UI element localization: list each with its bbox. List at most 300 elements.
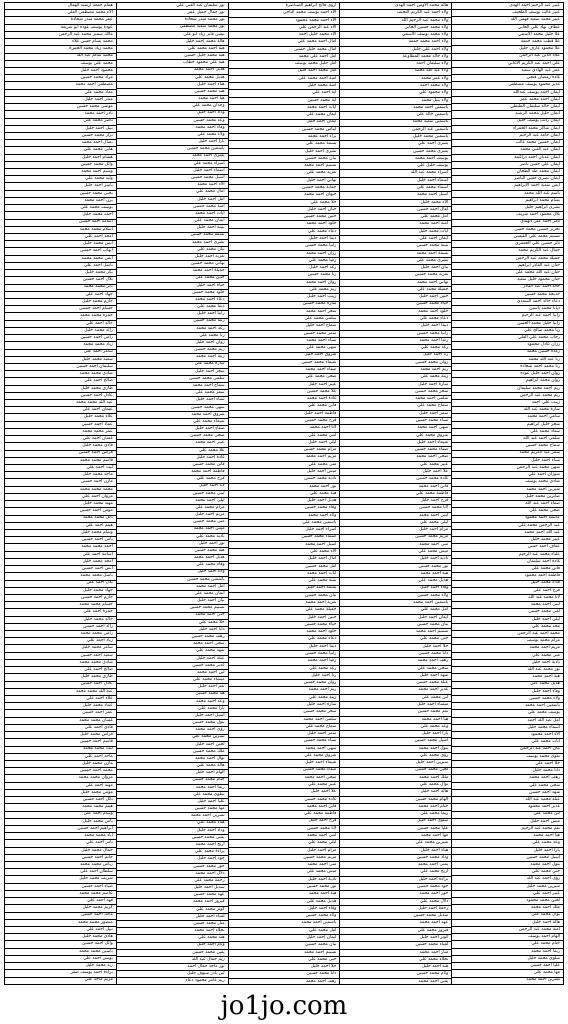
name-row: مريم ماجد علي [84, 977, 113, 983]
name-row: نادر احمد محمد [5, 111, 116, 118]
name-row: ايمن محمد محمد [5, 256, 116, 263]
name-row: عبد الرحمن محمد علي [452, 523, 563, 530]
name-row: دانا محمد خليل [452, 768, 563, 775]
name-row: علاء محمد خليل [5, 414, 116, 421]
name-row: هادي محمد خليل [5, 934, 116, 941]
name-row: علا محمود عارف خليل [452, 46, 563, 53]
name-row: رزان احمد محمد [229, 251, 340, 258]
name-row: جود احمد خليل [117, 856, 228, 863]
name-row: ضياء احمد حسين [5, 884, 116, 891]
name-row: وجدان محمد علي [117, 103, 228, 110]
name-row: ديما احمد خليل [229, 644, 340, 651]
name-row: يوسف محمد علي [452, 710, 563, 717]
name-row: عليا احمد حسين [452, 963, 563, 970]
name-row: ولاء خالد محمد المطاوعة [340, 54, 451, 61]
name-row: دعاء خالد احمد السعدي [452, 299, 563, 306]
name-row: زياد احمد علي [5, 638, 116, 645]
name-row: عبير احمد علي [452, 891, 563, 898]
name-row: تغريد محمد علي [229, 170, 340, 177]
name-row: امل محمد علي [340, 607, 451, 614]
name-row: ديما احمد خليل [340, 323, 451, 330]
name-row: امل خليل محمد يوسف [229, 61, 340, 68]
name-row: ايمان خليل محمد الرشيد [452, 111, 563, 118]
name-row: ياسمين احمد محمد [452, 703, 563, 710]
name-row: امل محمد احمد خليل [229, 69, 340, 76]
name-row: اسماء احمد خليل [340, 178, 451, 185]
name-row: سلطان احمد علي [5, 869, 116, 876]
name-row: حمزة محمد محمد [5, 313, 116, 320]
name-row: ديما محمد علي [117, 304, 228, 311]
name-row: سارة احمد خليل [340, 382, 451, 389]
name-row: حنان عبد الله محمد علي [452, 270, 563, 277]
name-row: منى محمد حسين [117, 519, 228, 526]
name-row: امل محمد علي [229, 928, 340, 935]
name-row: اسماء محمد علي [340, 185, 451, 192]
name-row: سمر محمد علي [117, 390, 228, 397]
name-row: سحر احمد محمد [229, 309, 340, 316]
name-row: مازن محمد خليل [5, 761, 116, 768]
name-row: هديل محمد علي [117, 75, 228, 82]
name-row: فرح احمد خليل [229, 819, 340, 826]
name-row: حاتم احمد حسين [5, 855, 116, 862]
name-row: جهاد محمد خليل [5, 588, 116, 595]
name-row: بلال احمد حسين [5, 277, 116, 284]
name-row: سماح احمد خليل [229, 323, 340, 330]
name-row: سامي احمد محمد [452, 414, 563, 421]
name-row: وعد محمد علي [452, 840, 563, 847]
name-row: جيهان احمد محمد [229, 192, 340, 199]
name-row: يزن احمد محمد [5, 198, 116, 205]
name-row: امال احمد محمد علي [229, 39, 340, 46]
name-row: تسنيم محمد حسين [117, 605, 228, 612]
name-row: معاذ محمد علي [5, 90, 116, 97]
name-row: غادة احمد سليمان [452, 559, 563, 566]
name-row: زينة محمد علي [229, 695, 340, 702]
name-row: روان احمد خليل [117, 340, 228, 347]
name-row: سلمى احمد محمد [229, 717, 340, 724]
name-row: حنين محمد علي [117, 276, 228, 283]
name-row: ضحى احمد محمد [340, 454, 451, 461]
name-row: رغد محمد علي [229, 666, 340, 673]
name-row: دلال محمد علي [340, 899, 451, 906]
name-row: لبنى احمد محمد [229, 833, 340, 840]
name-row: ديما احمد خليل [229, 236, 340, 243]
name-row: هناء محمد علي [117, 821, 228, 828]
name-row: براء احمد محمد [229, 134, 340, 141]
name-row: سحر احمد خليل [117, 369, 228, 376]
name-row: هديل احمد خليل [229, 498, 340, 505]
name-row: ضحى محمد علي [452, 508, 563, 515]
name-row: ايات احمد محمد [117, 211, 228, 218]
name-row: عبير محمد علي [340, 462, 451, 469]
name-row: اية محمد حسين [229, 98, 340, 105]
name-row: محمد سالم عبد الله [5, 54, 116, 61]
name-row: فيروز محمد علي [340, 928, 451, 935]
name-row: مؤمن محمد خليل [5, 790, 116, 797]
name-row: فاطمة محمد علي [340, 491, 451, 498]
name-row: ايمان محمد علي [117, 218, 228, 225]
name-row: رامي احمد حسين [5, 335, 116, 342]
name-row: غادة محمد حسين [340, 476, 451, 483]
name-row: حازم محمد خليل [5, 299, 116, 306]
name-row: سهى محمد علي [229, 345, 340, 352]
name-row: نور محمد عبد الله [452, 667, 563, 674]
name-row: عبلة محمد عبد الله [452, 797, 563, 804]
name-row: نيفين فايز زياد ابو علي [117, 32, 228, 39]
name-row: خالد محمد خليل [5, 617, 116, 624]
name-row: ايمان محمد علي [117, 591, 228, 598]
name-row: حور احمد محمد [340, 891, 451, 898]
name-row: علاء الدين عبد الرحمن [452, 54, 563, 61]
name-row: رانيا محمد حسين [229, 243, 340, 250]
name-row: حلا احمد خليل [229, 964, 340, 971]
name-row: اريج محمد علي [340, 869, 451, 876]
name-row: سناء محمد حسين [340, 418, 451, 425]
name-row: امنة احمد محمد [340, 221, 451, 228]
name-row: كريم محمد خليل [5, 905, 116, 912]
name-row: ولاء محمد حسين [229, 913, 340, 920]
name-row: غسان احمد علي [5, 436, 116, 443]
name-row: جنى محمد علي [452, 869, 563, 876]
name-row: ايناس محمد حسين [229, 127, 340, 134]
name-row: زياد محمد محمد [5, 342, 116, 349]
name-row: لين نادر سيوف خليل [117, 971, 228, 978]
name-row: حسام احمد حسين [5, 306, 116, 313]
name-row: صفاء احمد خليل [117, 426, 228, 433]
name-row: ريما احمد محمد [117, 785, 228, 792]
name-row: نائل احمد حسين [5, 797, 116, 804]
name-row: ملك احمد محمد [452, 905, 563, 912]
name-row: عبد الله محمد محمد [5, 689, 116, 696]
name-row: ايمان احمد خليل [229, 120, 340, 127]
name-row: بلال محمود احمد شريف [452, 212, 563, 219]
name-row: عمر احمد حسين [5, 710, 116, 717]
name-row: ضحى محمد حسين [117, 433, 228, 440]
name-row: مريم محمد حسين [229, 855, 340, 862]
name-row: مراد محمد حسين [5, 75, 116, 82]
name-row: مريم احمد خليل [117, 512, 228, 519]
name-row: سناء احمد خليل [117, 397, 228, 404]
name-row: الهام احمد يوسف [452, 934, 563, 941]
name-row: رنا احمد خليل [229, 673, 340, 680]
name-row: ايمان احمد خليل [229, 935, 340, 942]
name-row: علاء احمد علي [5, 696, 116, 703]
name-row: لبنى احمد محمد [340, 513, 451, 520]
name-row: الاء احمد محمد محمود [229, 18, 340, 25]
name-row: منصور محمد محمد [5, 920, 116, 927]
name-row: محمد احمد عبد الرحمن [452, 631, 563, 638]
name-row: علي احمد عبد الكريم الاغاني [452, 61, 563, 68]
name-row: روان محمد حسين [340, 360, 451, 367]
name-row: حنين احمد خليل [340, 294, 451, 301]
name-row: يامن احمد حسين [5, 537, 116, 544]
name-row: ريم عامر محمود دعاء [185, 978, 225, 984]
name-row: سحر محمد حسين [340, 389, 451, 396]
name-row: رغدة حسين محمد [452, 350, 563, 357]
name-row: بثينة احمد خليل [117, 225, 228, 232]
name-row: منى احمد محمد [340, 542, 451, 549]
name-row: ياسمين خالد علي [340, 112, 451, 119]
name-row: سارة محمد حسين [229, 302, 340, 309]
name-row: فاطمة احمد خليل [229, 411, 340, 418]
name-row: بتول احمد محمد [452, 862, 563, 869]
name-row: نزار محمد حسين [5, 133, 116, 140]
name-row: غدير احمد محمد [340, 687, 451, 694]
name-row: امل احمد خليل [117, 197, 228, 204]
name-row: نور جمال جميل عمر [117, 10, 228, 17]
name-row: لانا محمد عبد الله [452, 595, 563, 602]
name-row: منار احمد محمد [340, 950, 451, 957]
name-row: عطاف نهاد علي الجابي [452, 25, 563, 32]
names-column [339, 3, 451, 984]
name-row: نغم احمد خليل [117, 684, 228, 691]
name-row: ياسمين عبد الرحمن [340, 127, 451, 134]
name-row: وفاء محمد علي [117, 562, 228, 569]
name-row: يامن محمد خليل [5, 819, 116, 826]
name-row: ملك احمد محمد [340, 775, 451, 782]
name-row: صفاء احمد محمد [229, 367, 340, 374]
name-row: هبة محمد علي [229, 491, 340, 498]
name-row: خديجة محمد حسين [452, 292, 563, 299]
name-row: علا احمد خليل [229, 789, 340, 796]
name-row: زينب احمد خليل [229, 294, 340, 301]
name-row: فاتن محمد علي [229, 403, 340, 410]
name-row: شروق محمد علي [229, 753, 340, 760]
name-row: فادي محمد خليل [5, 443, 116, 450]
name-row: اسراء محمد عبد الله [340, 170, 451, 177]
name-row: اسماء محمد حسين [229, 535, 340, 542]
name-row: ماجد محمد خليل [5, 472, 116, 479]
name-row: ولاء احمد علي خليل [340, 47, 451, 54]
names-table [4, 2, 564, 985]
name-row: محمد محمد محمد [5, 487, 116, 494]
name-row: بيان احمد عبد الرحمن [452, 747, 563, 754]
name-row: يمنى احمد محمد [340, 862, 451, 869]
name-row: نادية احمد خليل [340, 556, 451, 563]
name-row: عودة يوسف عودة ابو شريعة [5, 25, 116, 32]
name-row: هديل محمد علي [229, 899, 340, 906]
name-row: ميساء احمد خليل [340, 702, 451, 709]
name-row: نادية احمد خليل [229, 877, 340, 884]
name-row: بيان احمد خليل [117, 598, 228, 605]
name-row: رانيا محمد حسين [229, 651, 340, 658]
name-row: سمر احمد خليل [229, 731, 340, 738]
name-row: روان محمد حسين [229, 680, 340, 687]
name-row: هبة احمد محمد [452, 674, 563, 681]
name-row: مرام محمد يوسف [452, 638, 563, 645]
name-row: دعاء محمد علي [340, 316, 451, 323]
name-row: فرح احمد علي [452, 588, 563, 595]
name-row: رشا احمد محمد [340, 338, 451, 345]
name-row: زينب علي احمد [452, 400, 563, 407]
name-row: لبنى احمد محمد [452, 602, 563, 609]
name-row: امال احمد حسين [340, 207, 451, 214]
name-row: مؤمن احمد حسين [5, 508, 116, 515]
name-row: بسمة احمد خليل [229, 586, 340, 593]
name-row: حنان عبد القادر ابراهيم [452, 263, 563, 270]
name-row: نبيل احمد خليل [5, 126, 116, 133]
name-row: الاء احمد يوسف محمد الناجي [229, 10, 340, 17]
name-row: عاصم محمد محمد [5, 891, 116, 898]
name-row: سيرين احمد خليل [340, 760, 451, 767]
name-row: ولاء نبيل محمد [340, 98, 451, 105]
name-row: سجى احمد محمد [117, 641, 228, 648]
name-row: رحمة احمد خليل [340, 906, 451, 913]
name-row: مالك احمد حسين [5, 913, 116, 920]
name-row: جمال عبد الكريم محمد [452, 248, 563, 255]
name-row: غادة رمضان فتحي [452, 75, 563, 82]
name-row: سمر محمد حسين [229, 331, 340, 338]
name-row: بسمة محمد حسين [117, 233, 228, 240]
name-row: هيا محمد حسين [117, 692, 228, 699]
name-row: ختام محمد حسين [117, 778, 228, 785]
name-row: لجين احمد خليل [117, 742, 228, 749]
name-row: نور محمد سعيد مصطفى [117, 25, 228, 32]
site-watermark: jo1jo.com [220, 991, 348, 1021]
name-row: ايمان حامد عبد الرحيم [452, 133, 563, 140]
name-row: براءة احمد خليل [340, 877, 451, 884]
name-row: غدير محمود يوسف مصطفى [452, 82, 563, 89]
name-row: لانا محمد حسين [229, 826, 340, 833]
name-row: غادة احمد خليل [117, 455, 228, 462]
name-row: سديل احمد خليل [117, 885, 228, 892]
name-row: ملك محمد حسين [117, 749, 228, 756]
name-row: بيان محمد حسين [229, 942, 340, 949]
name-row: روان محمد ابراهيم [452, 378, 563, 385]
name-row: شيماء محمد علي [117, 419, 228, 426]
name-row: فراس احمد حسين [5, 451, 116, 458]
name-row: طارق محمد خليل [5, 386, 116, 393]
name-row: ياسمين احمد محمد [229, 920, 340, 927]
name-row: غسان محمد محمد [5, 718, 116, 725]
name-row: الاء محمد خليل [340, 200, 451, 207]
name-row: يقين محمد حسين [117, 950, 228, 957]
name-row: سماح محمد حسين [452, 443, 563, 450]
name-row: ياسمين محمد حسين [117, 577, 228, 584]
name-row: هشام احمد خليل [5, 155, 116, 162]
name-row: سماح محمد علي [229, 724, 340, 731]
name-row: سيرين محمد علي [117, 735, 228, 742]
name-row: وداد احمد خليل [117, 111, 228, 118]
name-row: سلمى محمد علي [229, 316, 340, 323]
name-row: هبة محمد حسين [117, 548, 228, 555]
name-row: براءة محمد علي [117, 849, 228, 856]
name-row: نغم محمد حسين [340, 709, 451, 716]
name-row: ميس احمد محمد [117, 527, 228, 534]
name-row: اسماء احمد خليل [117, 168, 228, 175]
name-row: امال احمد خليل [229, 556, 340, 563]
name-row: احمد محمد خليل [5, 212, 116, 219]
name-row: سليمان احمد حسين [5, 364, 116, 371]
name-row: نوال احمد محمد [117, 756, 228, 763]
name-row: نبيل احمد علي [5, 927, 116, 934]
name-row: ياسمين محمد خليل [340, 134, 451, 141]
name-row: هيا احمد محمد [452, 833, 563, 840]
name-row: تغريد محمد حسين [340, 272, 451, 279]
name-row: زيد محمد خليل [5, 963, 116, 970]
name-row: جنى محمد علي [229, 957, 340, 964]
name-row: رنا محمد احمد شحادة [452, 364, 563, 371]
name-row: الاء عبد الرحمن علي [229, 25, 340, 32]
name-row: امنة محمد حسين [117, 204, 228, 211]
name-row: هبة احمد محمد علي [117, 46, 228, 53]
name-row: عبير محمد علي [229, 782, 340, 789]
name-row: قاسم محمد محمد [5, 458, 116, 465]
name-row: عبلة محمد حسين [340, 680, 451, 687]
name-row: علا قطب محمد جمعة [452, 39, 563, 46]
name-row: شروق محمد علي [340, 433, 451, 440]
name-row: هند محمد علي [117, 935, 228, 942]
name-row: عبير غالب يوسف الطحيف [452, 10, 563, 17]
name-row: فاتن احمد محمد [229, 804, 340, 811]
name-row: رغد محمد علي [340, 345, 451, 352]
name-row: رهف احمد محمد [305, 978, 337, 984]
name-row: منى احمد محمد [229, 862, 340, 869]
name-row: منى محمد علي [229, 462, 340, 469]
name-row: تحرير حسين محمد حسن [452, 227, 563, 234]
name-row: ياسمين احمد محمد [340, 105, 451, 112]
name-row: ايمان عبد الغني محمد [452, 147, 563, 154]
name-row: حلا احمد علي [452, 761, 563, 768]
name-row: حمزة احمد علي [5, 609, 116, 616]
name-row: هالة احمد خليل [340, 789, 451, 796]
name-row: ليث محمد محمد [5, 747, 116, 754]
name-row: عماد احمد حسين [5, 422, 116, 429]
name-row: اسراء محمد علي [117, 161, 228, 168]
name-row: جمال محمد خليل [5, 848, 116, 855]
name-row: الاء محمد مصطفى العلي [5, 10, 116, 17]
name-row: نور ماجد جمال احمد [117, 964, 228, 971]
name-row: الاء احمد محمد [117, 182, 228, 189]
name-row: ايمان احمد علي [340, 236, 451, 243]
name-row: وسام محمد خليل [5, 530, 116, 537]
name-row: فاتن احمد محمد [340, 484, 451, 491]
name-row: جهاد احمد علي [5, 292, 116, 299]
name-row: ايات محمد خليل [340, 229, 451, 236]
name-row: سوزان احمد علي [452, 472, 563, 479]
name-row: شادي محمد محمد [5, 371, 116, 378]
name-row: رنا عبد الله محمد [452, 357, 563, 364]
name-row: رياض محمد محمد [5, 862, 116, 869]
name-row: حنان محمود خليل سعيد [452, 277, 563, 284]
name-row: مهند احمد علي [5, 783, 116, 790]
name-row: لانا احمد محمد [229, 425, 340, 432]
name-row: ولاء عبد الله محمد [340, 69, 451, 76]
name-row: ولاء احمد محمد جمعة [340, 39, 451, 46]
name-row: يارا احمد خليل [340, 731, 451, 738]
name-row: فراس محمد خليل [5, 732, 116, 739]
name-row: وائل محمد حسين [5, 162, 116, 169]
name-row: عبير احمد محمد [117, 440, 228, 447]
name-row: يمنى محمد حسين [117, 835, 228, 842]
name-row: هند محمد حسين [117, 89, 228, 96]
name-row: ياسر احمد خليل [5, 183, 116, 190]
name-row: شيرين احمد محمد [452, 487, 563, 494]
name-row: يسرى احمد محمد [117, 154, 228, 161]
name-row: ايمان احمد خليل [340, 615, 451, 622]
name-row: ولاء محمد يوسف الاسمي [340, 32, 451, 39]
name-row: وداد محمد حسين [340, 855, 451, 862]
name-row: سديل محمد حسين [340, 913, 451, 920]
name-row: ليلى احمد محمد [117, 498, 228, 505]
name-row: تغريد احمد محمد [229, 600, 340, 607]
name-row: بيان احمد خليل [340, 265, 451, 272]
names-column [228, 3, 340, 984]
names-column [451, 3, 563, 984]
name-row: يارا محمد علي [117, 706, 228, 713]
name-row: منار محمد حسين [117, 921, 228, 928]
name-row: نائل محمد محمد [5, 516, 116, 523]
